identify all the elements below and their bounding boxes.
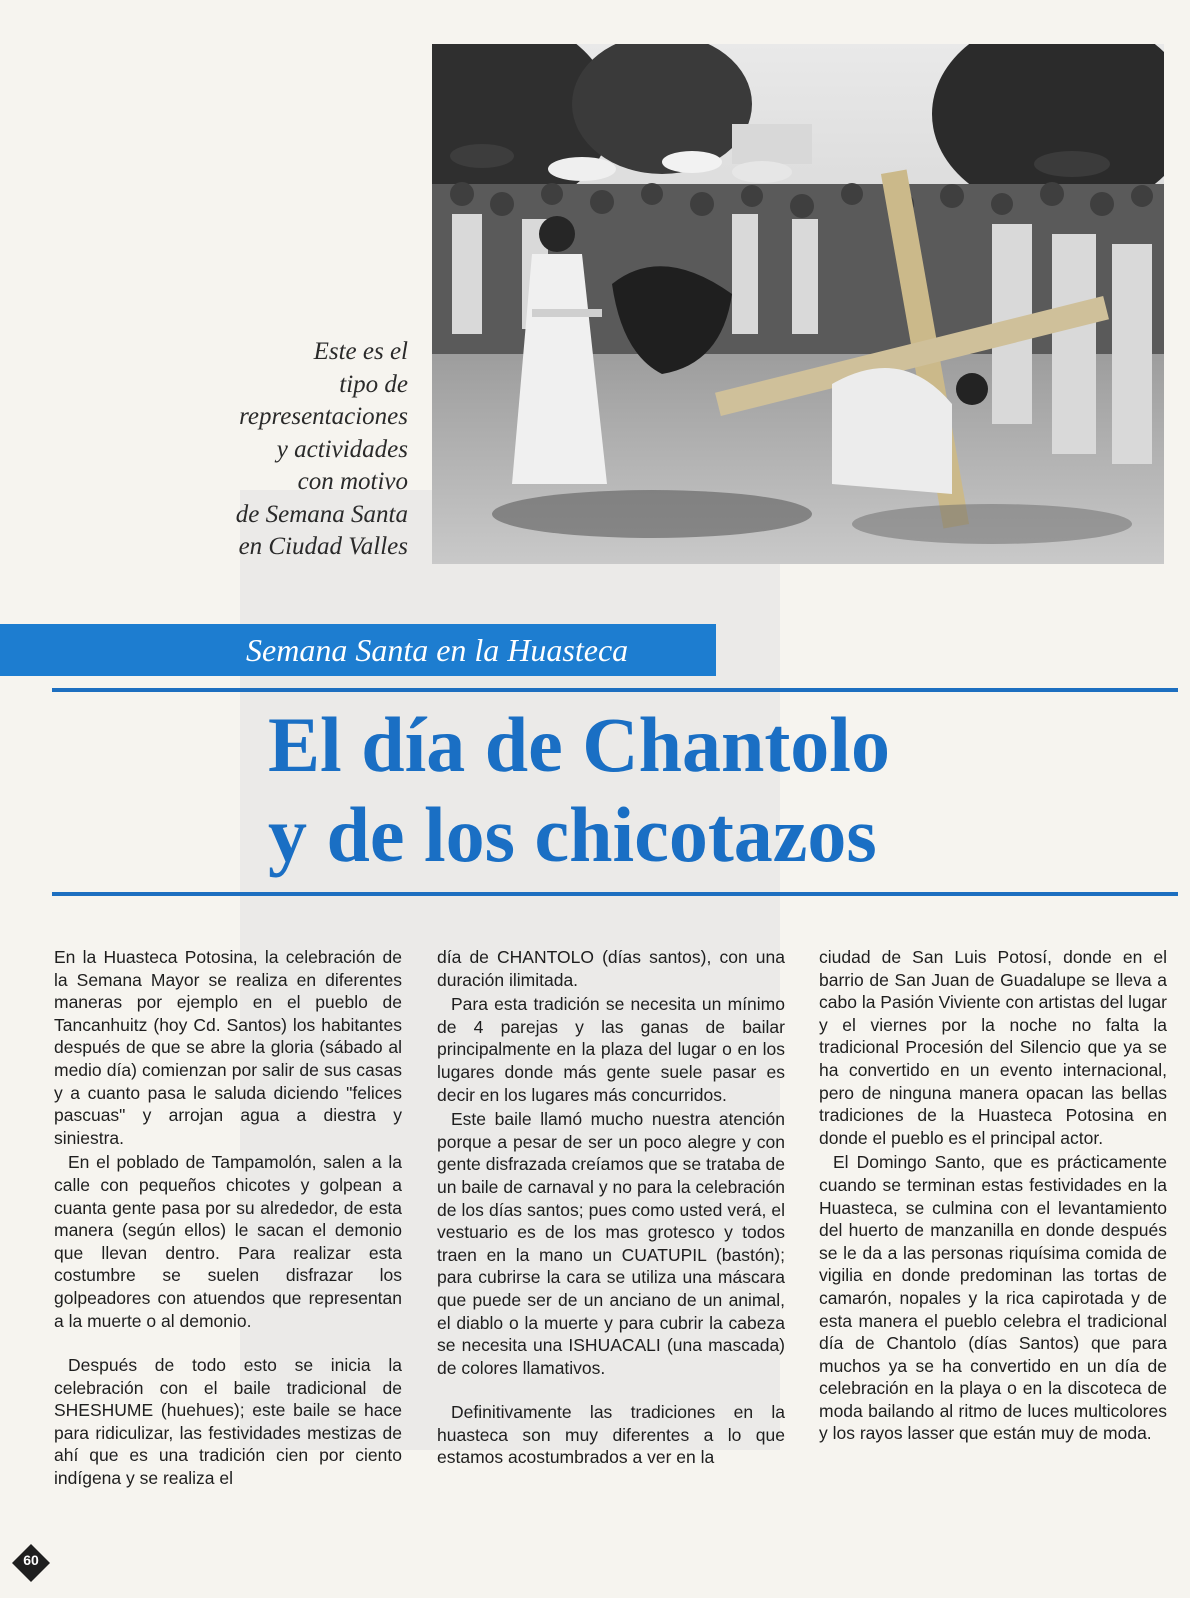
caption-line: de Semana Santa <box>235 500 408 528</box>
text-column-1 <box>54 946 402 1492</box>
paragraph: Definitivamente las tradiciones en la huasteca son muy diferentes a lo que estamos acostumbrados a ver en la <box>437 1402 785 1468</box>
photo-caption <box>150 336 408 564</box>
paragraph: Después de todo esto se inicia la celebración con el baile tradicional de SHESHUME (huehues); este baile se hace para ridiculizar, las festividades mestizas de ahí que es una tradición cien por ciento indígena y se realiza el <box>54 1355 402 1489</box>
caption-line: y actividades <box>276 435 408 463</box>
section-title: Semana Santa en la Huasteca <box>246 632 629 668</box>
caption-line: en Ciudad Valles <box>238 533 408 560</box>
caption-line: representaciones <box>239 403 408 430</box>
article-title-line: y de los chicotazos <box>268 791 877 878</box>
text-column-3 <box>819 946 1167 1447</box>
caption-line: Este es el <box>313 338 408 365</box>
text-column-2 <box>437 946 785 1471</box>
caption-line: tipo de <box>339 370 408 398</box>
title-rule-bottom <box>52 892 1178 896</box>
article-title <box>268 700 1148 880</box>
paragraph: Para esta tradición se necesita un mínimo de 4 parejas y las ganas de bailar principalmente en la plaza del lugar o en los lugares donde más gente suele pasar es decir en los lugares más concurridos. <box>437 994 785 1105</box>
procession-photo <box>432 44 1164 564</box>
page-number: 60 <box>23 1552 39 1568</box>
paragraph: ciudad de San Luis Potosí, donde en el barrio de San Juan de Guadalupe se lleva a cabo la Pasión Viviente con artistas del lugar y el viernes por la noche no falta la tradicional Procesión del Silencio que ya se ha convertido en un evento internacional, pero de ninguna manera opacan las bellas tradiciones de la Huasteca Potosina en donde el pueblo es el principal actor. <box>819 947 1167 1148</box>
article-title-line: El día de Chantolo <box>268 701 890 788</box>
paragraph: En el poblado de Tampamolón, salen a la calle con pequeños chicotes y golpean a cuanta gente pasa por su alrededor, de esta manera (según ellos) le sacan el demonio que llevan dentro. Para realizar esta costumbre se suelen disfrazar los golpeadores con atuendos que representan a la muerte o al demonio. <box>54 1152 402 1331</box>
paragraph: El Domingo Santo, que es prácticamente cuando se terminan estas festividades en la Huasteca, se culmina con el levantamiento del huerto de manzanilla en donde después se le da a las personas riquísima comida de vigilia en donde predominan las tortas de camarón, nopales y la rica capirotada y de esta manera el pueblo celebra el tradicional día de Chantolo (días Santos) que para muchos ya se ha convertido en un día de celebración en la playa o en la discoteca de moda bailando al ritmo de luces multicolores y los rayos lasser que están muy de moda. <box>819 1152 1167 1444</box>
paragraph: En la Huasteca Potosina, la celebración de la Semana Mayor se realiza en diferentes maneras por ejemplo en el pueblo de Tancanhuitz (hoy Cd. Santos) los habitantes después de que se abre la gloria (sábado al medio día) comienzan por salir de sus casas y a cuanto pasa le saluda diciendo "felices pascuas" y arrojan agua a diestra y siniestra. <box>54 947 402 1148</box>
title-rule-top <box>52 688 1178 692</box>
paragraph: día de CHANTOLO (días santos), con una duración ilimitada. <box>437 947 785 990</box>
caption-line: con motivo <box>297 468 408 495</box>
paragraph: Este baile llamó mucho nuestra atención porque a pesar de ser un poco alegre y con gente disfrazada creíamos que se trataba de un baile de carnaval y no para la celebración de los días santos; pues como usted verá, el vestuario es de los mas grotesco y todos traen en la mano un CUATUPIL (bastón); para cubrirse la cara se utiliza una máscara que puede ser de un anciano de un animal, el diablo o la muerte y para cubrir la cabeza se necesita una ISHUACALI (una mascada) de colores llamativos. <box>437 1109 785 1378</box>
procession-photo-illustration <box>432 44 1164 564</box>
